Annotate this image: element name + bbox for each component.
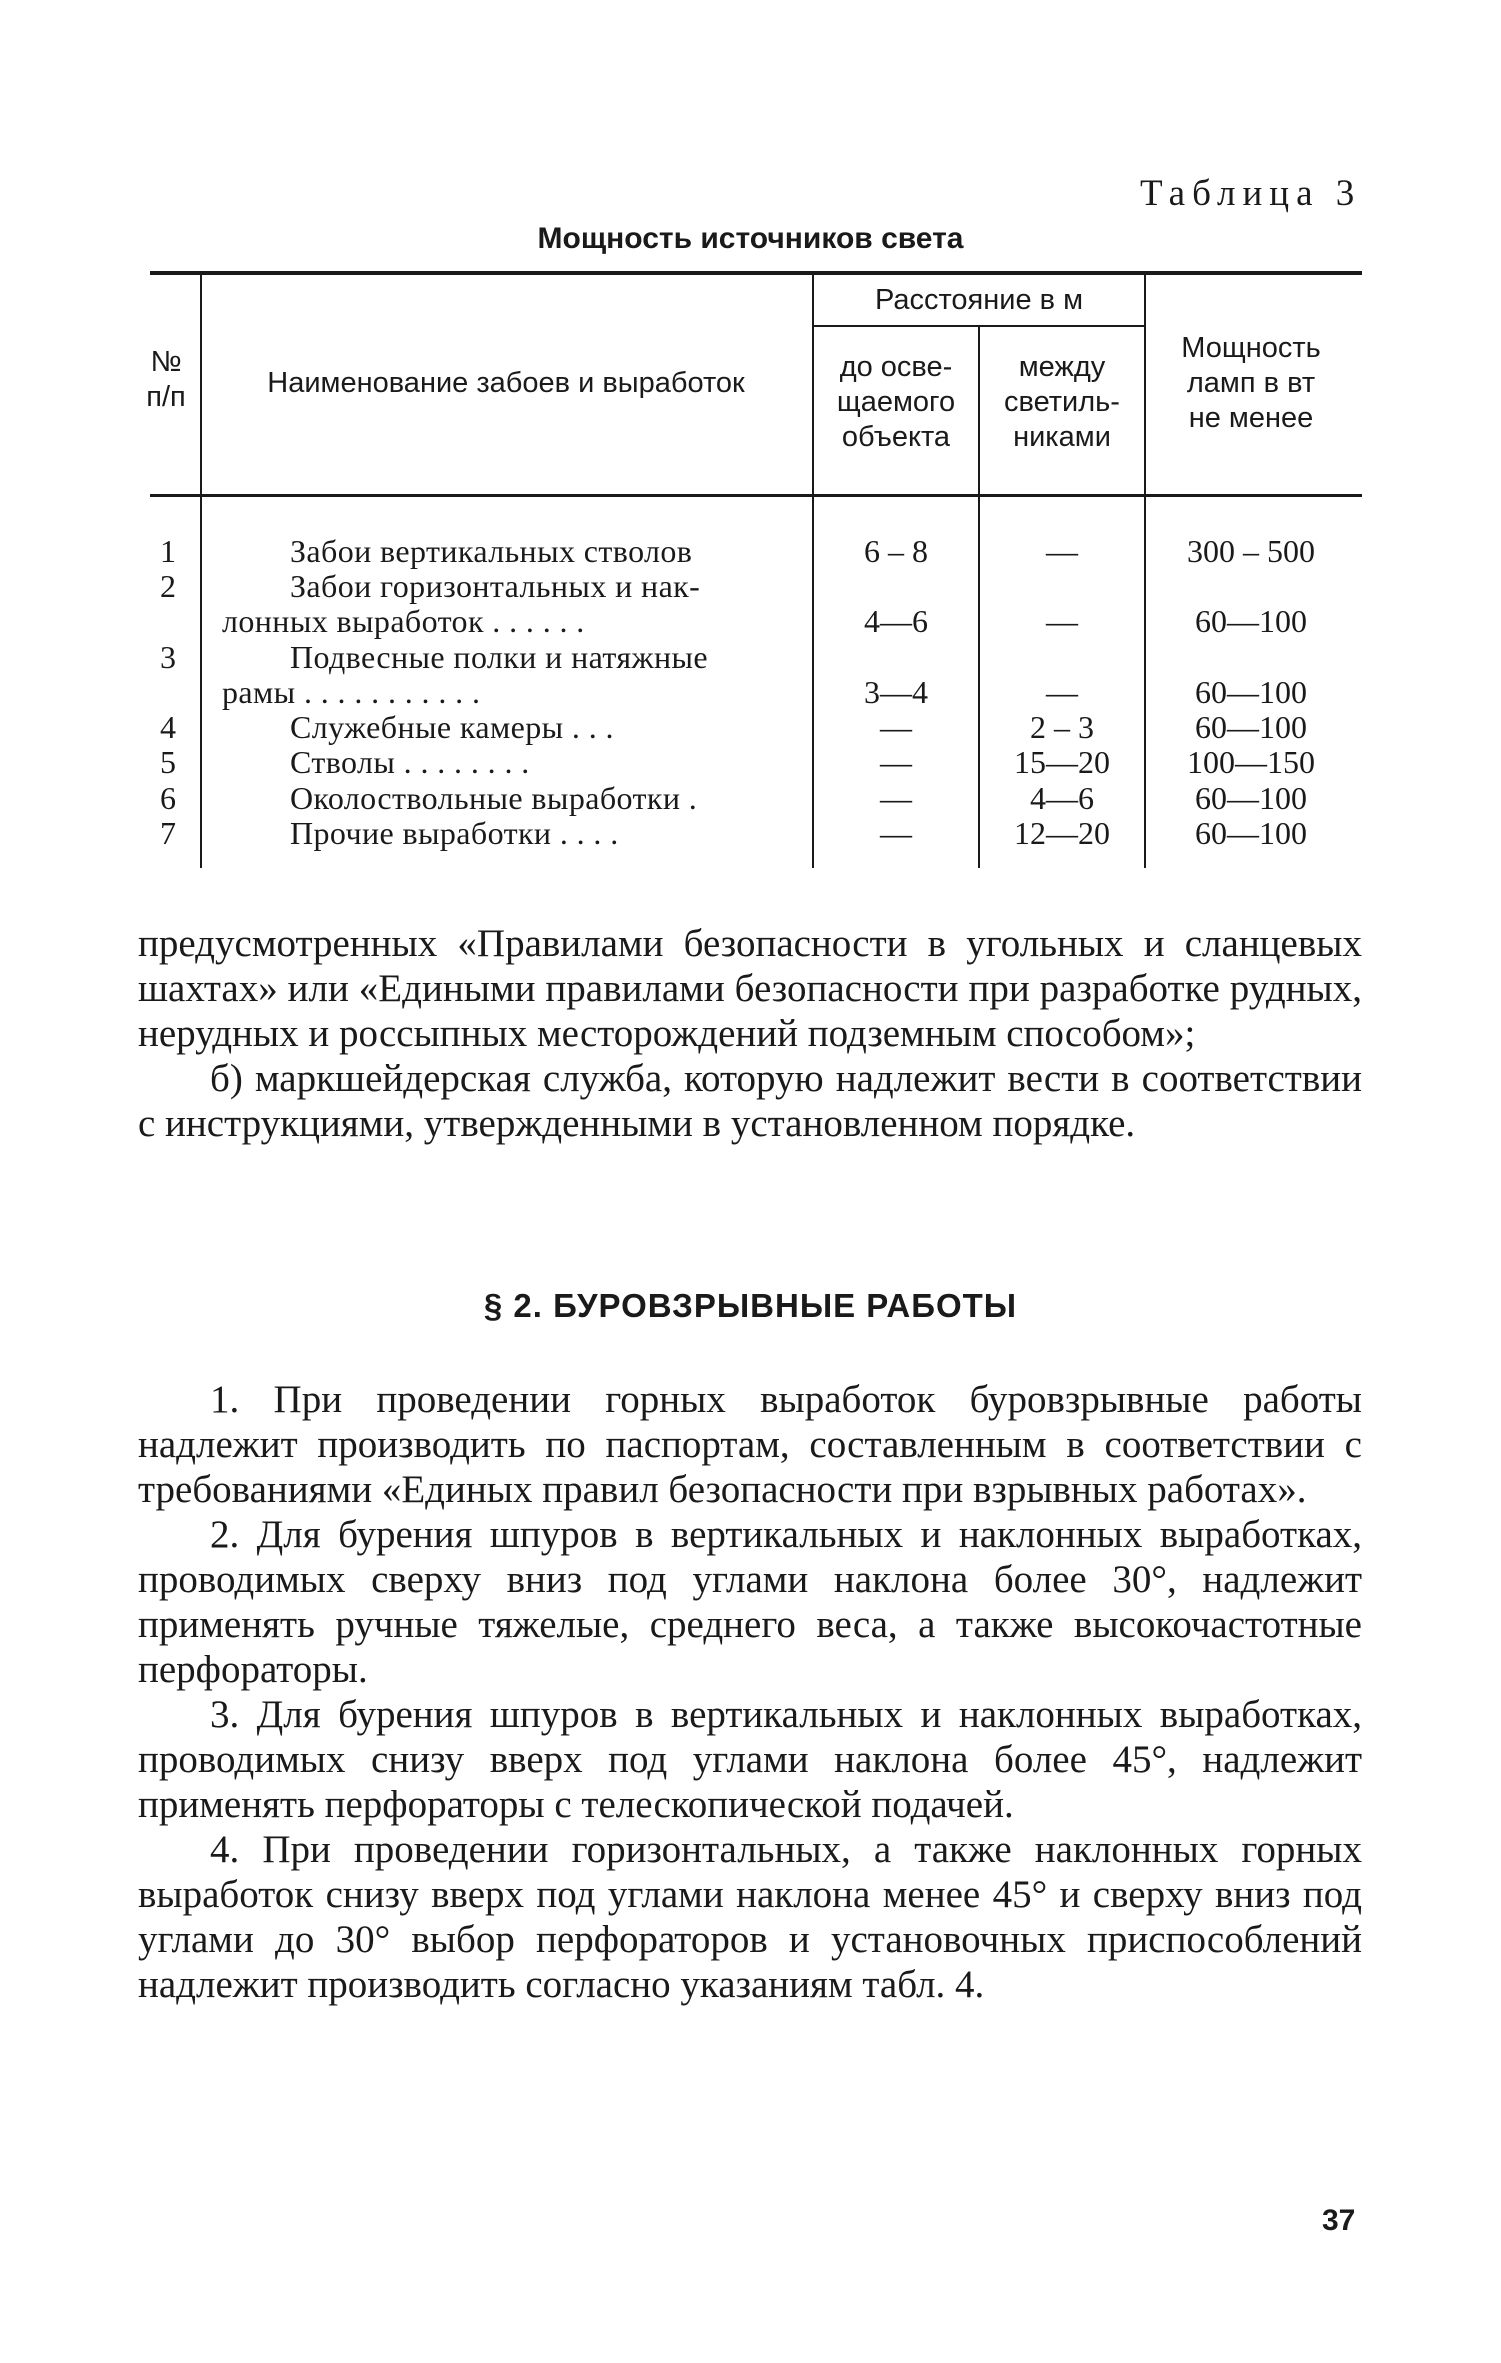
header-to-object: до осве- щаемого объекта <box>836 351 956 453</box>
numbered-item: 4. При проведении горизонтальных, а также наклонных горных выработок снизу вверх под углами наклона менее 45° и сверху вниз под углами до 30° выбор перфораторов и установочных приспособлений надлежит производить согласно указаниям табл. 4. <box>138 1828 1362 2006</box>
table-row-power: 60—100 <box>1195 709 1307 745</box>
numbered-item: 2. Для бурения шпуров в вертикальных и наклонных выработках, проводимых сверху вниз под углами наклона более 30°, надлежит применять ручные тяжелые, среднего веса, а также высокочастотные перфораторы. <box>138 1513 1362 1691</box>
body-text-lower <box>138 1377 1362 2007</box>
table-header-rule <box>150 494 1362 497</box>
table-row-name: Забои горизонтальных и нак- <box>290 568 701 604</box>
table-row-num: 2 <box>160 568 176 604</box>
table-row-name-cont: рамы . . . . . . . . . . . <box>222 674 481 710</box>
table-row-between: 12—20 <box>1014 815 1110 851</box>
header-num: № п/п <box>146 346 186 413</box>
table-row-num: 7 <box>160 815 176 851</box>
table-row-name: Служебные камеры . . . <box>290 709 614 745</box>
table-row-to-object: — <box>880 709 912 745</box>
paragraph: б) маркшейдерская служба, которую надлежит вести в соответствии с инструкциями, утвержденными в установленном порядке. <box>138 1057 1362 1145</box>
table-row-to-object: — <box>880 744 912 780</box>
table-row-between: — <box>1046 674 1078 710</box>
body-text-upper <box>138 921 1362 1146</box>
table-row-power: 60—100 <box>1195 603 1307 639</box>
table-row-name: Стволы . . . . . . . . <box>290 744 530 780</box>
table-row-to-object: 3—4 <box>864 674 928 710</box>
table-row-name: Прочие выработки . . . . <box>290 815 619 851</box>
table-row-name: Подвесные полки и натяжные <box>290 639 709 675</box>
table-row-to-object: 4—6 <box>864 603 928 639</box>
page-number: 37 <box>1322 2204 1356 2237</box>
table-row-power: 60—100 <box>1195 780 1307 816</box>
table-row-to-object: — <box>880 780 912 816</box>
table-label: Таблица 3 <box>1140 173 1362 214</box>
table-row-num: 4 <box>160 709 176 745</box>
table-row-between: 4—6 <box>1030 780 1094 816</box>
table-row-num: 5 <box>160 744 176 780</box>
table-row-num: 1 <box>160 533 176 569</box>
table-row-between: 2 – 3 <box>1030 709 1094 745</box>
table-row-power: 300 – 500 <box>1187 533 1315 569</box>
table-row-name: Околоствольные выработки . <box>290 780 698 816</box>
table-row-name: Забои вертикальных стволов <box>290 533 693 569</box>
header-name: Наименование забоев и выработок <box>267 367 745 399</box>
table-row-power: 60—100 <box>1195 815 1307 851</box>
header-power: Мощность ламп в вт не менее <box>1181 332 1321 434</box>
section-title: § 2. БУРОВЗРЫВНЫЕ РАБОТЫ <box>483 1287 1018 1324</box>
column-divider-1 <box>200 275 202 868</box>
paragraph: предусмотренных «Правилами безопасности в угольных и сланцевых шахтах» или «Едиными правилами безопасности при разработке рудных, нерудных и россыпных месторождений подземным способом»; <box>138 922 1362 1055</box>
table-row-to-object: — <box>880 815 912 851</box>
table-row-num: 3 <box>160 639 176 675</box>
table-row-power: 60—100 <box>1195 674 1307 710</box>
numbered-item: 1. При проведении горных выработок буровзрывные работы надлежит производить по паспортам, составленным в соответствии с требованиями «Единых правил безопасности при взрывных работах». <box>138 1378 1362 1511</box>
numbered-item: 3. Для бурения шпуров в вертикальных и наклонных выработках, проводимых снизу вверх под углами наклона более 45°, надлежит применять перфораторы с телескопической подачей. <box>138 1693 1362 1826</box>
header-distance: Расстояние в м <box>874 284 1084 316</box>
table-top-rule <box>150 271 1362 275</box>
table-row-name-cont: лонных выработок . . . . . . <box>222 603 585 639</box>
table-row-between: 15—20 <box>1014 744 1110 780</box>
table-row-between: — <box>1046 603 1078 639</box>
table-row-between: — <box>1046 533 1078 569</box>
table-title: Мощность источников света <box>537 222 964 255</box>
table-row-to-object: 6 – 8 <box>864 533 928 569</box>
table-row-power: 100—150 <box>1187 744 1315 780</box>
table-row-num: 6 <box>160 780 176 816</box>
header-between: между светиль- никами <box>1004 351 1120 453</box>
